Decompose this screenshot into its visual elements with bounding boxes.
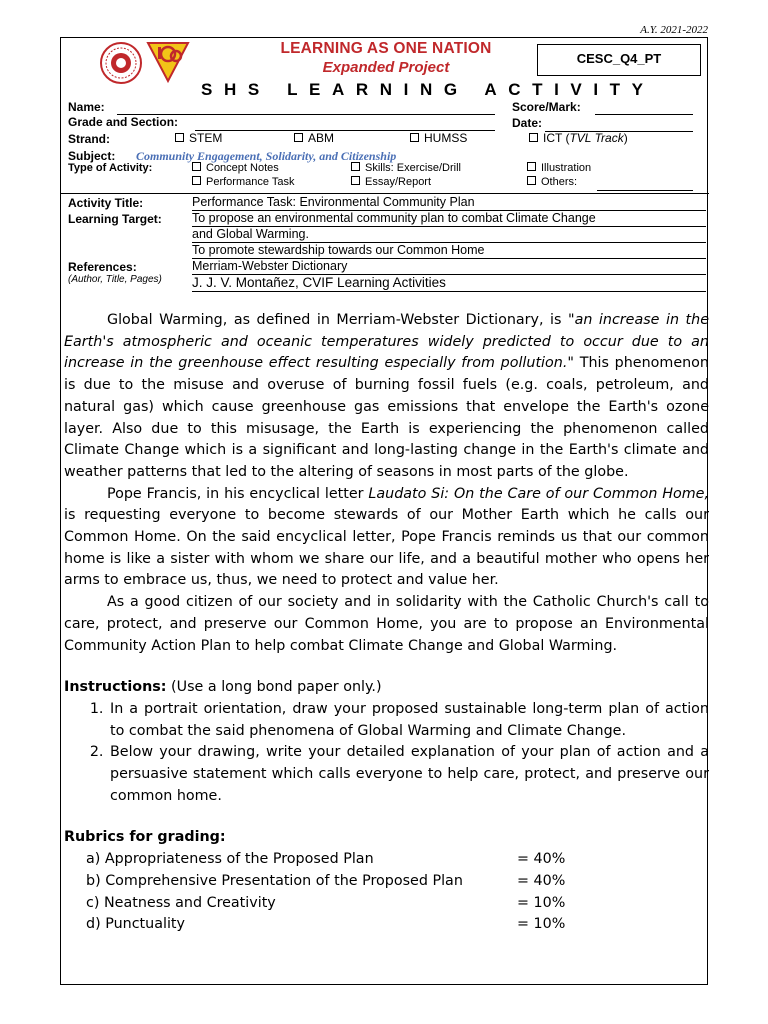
checkbox-icon bbox=[351, 176, 360, 185]
strand-abm[interactable]: ABM bbox=[294, 131, 334, 145]
instructions-list bbox=[64, 699, 709, 808]
type-skills[interactable]: Skills: Exercise/Drill bbox=[351, 162, 461, 174]
paragraph-laudato-si: Pope Francis, in his encyclical letter Laudato Si: On the Care of our Common Home, is requesting everyone to become stewards of our Mother Earth which he calls our Common Home. On the said encyclical letter, Pope Francis reminds us that our common home is like a sister with whom we share our life, and a beautiful mother who opens her arms to embrace us, thus, we need to protect and value her. bbox=[64, 485, 710, 589]
header-subtitle: Expanded Project bbox=[322, 59, 450, 76]
instructions bbox=[64, 677, 709, 807]
rubric-criterion: a) Appropriateness of the Proposed Plan bbox=[86, 851, 374, 868]
instruction-item: 1. In a portrait orientation, draw your proposed sustainable long-term plan of action to combat the said phenomena of Global Warming and Climate Change. bbox=[108, 699, 709, 742]
strand-stem[interactable]: STEM bbox=[175, 131, 222, 145]
activity-title-value: Performance Task: Environmental Community Plan bbox=[192, 195, 475, 209]
strand-label: Strand: bbox=[68, 132, 110, 146]
others-field[interactable] bbox=[597, 190, 693, 191]
score-label: Score/Mark: bbox=[512, 100, 581, 114]
rubric-criterion: b) Comprehensive Presentation of the Proposed Plan bbox=[86, 872, 463, 889]
type-concept-notes[interactable]: Concept Notes bbox=[192, 162, 279, 174]
learning-target-1-cont: and Global Warming. bbox=[192, 227, 309, 241]
type-performance-task[interactable]: Performance Task bbox=[192, 176, 294, 188]
subject-value: Community Engagement, Solidarity, and Citizenship bbox=[136, 149, 397, 163]
checkbox-icon bbox=[527, 162, 536, 171]
checkbox-icon bbox=[410, 133, 419, 142]
learning-target-2: To promote stewardship towards our Common Home bbox=[192, 243, 485, 257]
rubric-weight: = 10% bbox=[517, 916, 566, 933]
reference-2: J. J. V. Montañez, CVIF Learning Activities bbox=[192, 275, 446, 290]
rubric-row bbox=[64, 871, 709, 893]
strand-humss[interactable]: HUMSS bbox=[410, 131, 467, 145]
rubric-row bbox=[64, 849, 709, 871]
reference-1: Merriam-Webster Dictionary bbox=[192, 259, 348, 273]
type-others[interactable]: Others: bbox=[527, 176, 577, 188]
rubric-criterion: c) Neatness and Creativity bbox=[86, 894, 276, 911]
type-essay-report[interactable]: Essay/Report bbox=[351, 176, 431, 188]
checkbox-icon bbox=[192, 162, 201, 171]
activity-code: CESC_Q4_PT bbox=[537, 44, 701, 76]
activity-heading: SHS LEARNING ACTIVITY bbox=[201, 80, 655, 99]
checkbox-icon bbox=[529, 133, 538, 142]
date-label: Date: bbox=[512, 116, 543, 130]
checkbox-icon bbox=[294, 133, 303, 142]
type-illustration[interactable]: Illustration bbox=[527, 162, 591, 174]
learning-target-label: Learning Target: bbox=[68, 212, 162, 226]
rubric-weight: = 40% bbox=[517, 872, 566, 889]
grade-section-label: Grade and Section: bbox=[68, 115, 179, 129]
checkbox-icon bbox=[351, 162, 360, 171]
strand-ict[interactable]: ICT (TVL Track) bbox=[529, 131, 628, 145]
rubric-row bbox=[64, 914, 709, 936]
divider bbox=[61, 193, 709, 194]
subject-label: Subject: bbox=[68, 149, 116, 163]
score-field[interactable] bbox=[595, 114, 693, 115]
instruction-item: 2. Below your drawing, write your detailed explanation of your plan of action and a persuasive statement which calls everyone to help care, protect, and preserve our common home. bbox=[108, 742, 709, 807]
references-hint: (Author, Title, Pages) bbox=[68, 274, 162, 285]
header-title: LEARNING AS ONE NATION bbox=[280, 40, 492, 57]
activity-title-label: Activity Title: bbox=[68, 196, 144, 210]
instructions-title: Instructions: bbox=[64, 679, 167, 696]
rubric-criterion: d) Punctuality bbox=[86, 916, 185, 933]
checkbox-icon bbox=[192, 176, 201, 185]
instructions-note: (Use a long bond paper only.) bbox=[166, 679, 382, 696]
paragraph-call-to-action: As a good citizen of our society and in solidarity with the Catholic Church's call to care, protect, and preserve our Common Home, you are to propose an Environmental Community Action Plan to help combat Climate Change and Global Warming. bbox=[64, 594, 709, 654]
references-label: References: bbox=[68, 260, 137, 274]
activity-sheet bbox=[60, 37, 708, 985]
academic-year: A.Y. 2021-2022 bbox=[640, 24, 708, 36]
checkbox-icon bbox=[527, 176, 536, 185]
rubric-weight: = 10% bbox=[517, 894, 566, 911]
activity-body bbox=[64, 310, 709, 936]
type-of-activity-label: Type of Activity: bbox=[68, 162, 153, 174]
field-line bbox=[192, 291, 706, 292]
rubrics-title: Rubrics for grading: bbox=[64, 829, 226, 846]
name-label: Name: bbox=[68, 100, 105, 114]
learning-target-1: To propose an environmental community plan to combat Climate Change bbox=[192, 211, 596, 225]
rubric-weight: = 40% bbox=[517, 851, 566, 868]
checkbox-icon bbox=[175, 133, 184, 142]
paragraph-global-warming: Global Warming, as defined in Merriam-Webster Dictionary, is "an increase in the Earth's atmospheric and oceanic temperatures widely predicted to occur due to an increase in the greenhouse effect resulting especially from pollution." This phenomenon is due to the misuse and overuse of burning fossil fuels (e.g. coals, petroleum, and natural gas) which cause greenhouse gas emissions that envelope the Earth's ozone layer. Also due to this misusage, the Earth is experiencing the phenomenon called Climate Change which is a significant and long-lasting change in the Earth's climate and weather patterns that led to the altering of seasons in most parts of the globe. bbox=[64, 312, 709, 480]
rubric-row bbox=[64, 893, 709, 915]
